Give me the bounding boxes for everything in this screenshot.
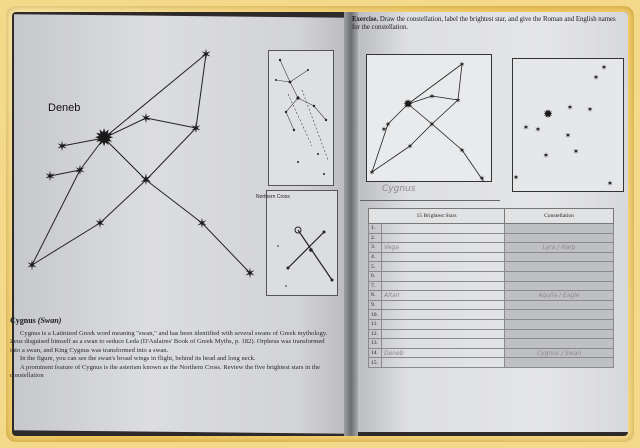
traced-constellation-box <box>366 54 492 182</box>
star-marker: ✶ <box>512 173 520 182</box>
table-row <box>369 262 614 272</box>
constellation-cell[interactable] <box>505 224 614 234</box>
constellation-cell[interactable] <box>505 329 614 339</box>
star-deneb-marker: ✹ <box>93 125 115 152</box>
row-number: 1. <box>369 224 382 234</box>
star-marker: ✶ <box>592 73 600 82</box>
row-number: 6. <box>369 271 382 281</box>
caption-subtitle: (Swan) <box>37 316 62 325</box>
table-row <box>369 224 614 234</box>
constellation-cell[interactable]: Aquila / Eagle <box>505 291 614 301</box>
row-number: 11. <box>369 319 382 329</box>
star-marker: ✶ <box>56 138 68 154</box>
row-number: 4. <box>369 252 382 262</box>
star-marker: ✶ <box>44 168 56 184</box>
star-name-cell[interactable] <box>382 358 505 368</box>
table-row <box>369 271 614 281</box>
row-number: 2. <box>369 233 382 243</box>
book-gutter <box>344 12 358 436</box>
exercise-instructions <box>352 16 622 33</box>
constellation-cell[interactable]: Lyra / Harp <box>505 243 614 253</box>
star-marker: ✶ <box>139 172 153 189</box>
table-row <box>369 319 614 329</box>
row-number: 10. <box>369 310 382 320</box>
column-header-constellation: Constellation <box>505 209 614 224</box>
star-name-cell[interactable]: Altair <box>382 291 505 301</box>
caption-paragraph-3: A prominent feature of Cygnus is the asterism known as the Northern Cross. Review the five brightest stars in the constellation <box>10 363 320 380</box>
star-marker: ✶ <box>190 120 202 136</box>
table-row <box>369 310 614 320</box>
table-row <box>369 243 614 253</box>
row-number: 7. <box>369 281 382 291</box>
star-marker: ✶ <box>196 215 208 231</box>
caption-body <box>10 330 328 380</box>
row-number: 14. <box>369 348 382 358</box>
star-name-cell[interactable] <box>382 281 505 291</box>
star-marker: ✶ <box>600 63 608 72</box>
table-row <box>369 348 614 358</box>
star-marker: ✶ <box>406 142 414 151</box>
sky-map-inset <box>268 50 334 186</box>
row-number: 12. <box>369 329 382 339</box>
table-row <box>369 300 614 310</box>
table-row <box>369 329 614 339</box>
star-marker: ✶ <box>566 103 574 112</box>
star-name-cell[interactable] <box>382 233 505 243</box>
star-name-cell[interactable]: Vega <box>382 243 505 253</box>
table-row <box>369 358 614 368</box>
star-marker: ✶ <box>564 131 572 140</box>
star-name-cell[interactable] <box>382 339 505 349</box>
row-number: 15. <box>369 358 382 368</box>
star-marker: ✶ <box>380 125 388 134</box>
star-name-cell[interactable] <box>382 319 505 329</box>
caption-title-text: Cygnus <box>10 316 36 325</box>
constellation-cell[interactable] <box>505 271 614 281</box>
star-deneb-marker: ✹ <box>402 97 414 111</box>
brightest-stars-table <box>368 208 614 368</box>
star-name-cell[interactable] <box>382 329 505 339</box>
star-marker: ✶ <box>606 179 614 188</box>
star-marker: ✶ <box>534 125 542 134</box>
star-name-cell[interactable] <box>382 262 505 272</box>
row-number: 9. <box>369 300 382 310</box>
table-row <box>369 233 614 243</box>
table-row <box>369 281 614 291</box>
star-marker: ✶ <box>368 168 376 177</box>
row-number: 5. <box>369 262 382 272</box>
constellation-cell[interactable] <box>505 233 614 243</box>
star-marker: ✶ <box>244 265 256 281</box>
star-marker: ✶ <box>478 174 486 182</box>
northern-cross-inset <box>266 190 338 296</box>
caption-title <box>10 316 61 325</box>
star-field-box <box>512 58 624 192</box>
constellation-cell[interactable] <box>505 310 614 320</box>
star-marker: ✶ <box>94 215 106 231</box>
constellation-cell[interactable]: Cygnus / Swan <box>505 348 614 358</box>
star-marker: ✶ <box>428 120 436 129</box>
star-marker: ✶ <box>384 120 392 129</box>
constellation-cell[interactable] <box>505 300 614 310</box>
deneb-label: Deneb <box>48 102 81 114</box>
star-name-cell[interactable] <box>382 300 505 310</box>
star-name-cell[interactable] <box>382 271 505 281</box>
row-number: 13. <box>369 339 382 349</box>
caption-paragraph-1: Cygnus is a Latinized Greek word meaning "swan," and has been identified with several swans of Greek mythology. Zeus disguised himself as a swan to seduce Leda (D'Aulaires' Book of Greek Myths, p. 182). Orpheus was transformed into a swan, and King Cygnus was transformed into a swan. <box>10 330 328 354</box>
star-marker: ✶ <box>454 96 462 105</box>
cygnus-main-diagram <box>14 40 274 290</box>
star-marker: ✶ <box>542 151 550 160</box>
constellation-name-answer: Cygnus <box>382 184 416 194</box>
star-marker: ✶ <box>522 123 530 132</box>
star-marker: ✹ <box>542 107 554 121</box>
exercise-text: Draw the constellation, label the brightest star, and give the Roman and English names for the constellation. <box>352 16 616 32</box>
star-marker: ✶ <box>26 257 38 273</box>
star-marker: ✶ <box>200 46 212 62</box>
row-number: 3. <box>369 243 382 253</box>
star-marker: ✶ <box>458 146 466 155</box>
star-name-cell[interactable] <box>382 224 505 234</box>
constellation-cell[interactable] <box>505 252 614 262</box>
constellation-name-line[interactable] <box>360 186 500 201</box>
star-name-cell[interactable] <box>382 310 505 320</box>
caption-paragraph-2: In the figure, you can see the swan's broad wings in flight, behind its head and long neck. <box>20 355 256 363</box>
constellation-cell[interactable] <box>505 339 614 349</box>
constellation-cell[interactable] <box>505 262 614 272</box>
northern-cross-label: Northern Cross <box>256 194 290 200</box>
row-number: 8. <box>369 291 382 301</box>
constellation-cell[interactable] <box>505 319 614 329</box>
star-marker: ✶ <box>572 147 580 156</box>
star-marker: ✶ <box>428 92 436 101</box>
star-marker: ✶ <box>586 105 594 114</box>
table-row <box>369 291 614 301</box>
star-marker: ✶ <box>458 60 466 69</box>
exercise-label: Exercise. <box>352 16 379 23</box>
star-marker: ✶ <box>74 162 86 178</box>
star-name-cell[interactable]: Deneb <box>382 348 505 358</box>
table-row <box>369 339 614 349</box>
constellation-cell[interactable] <box>505 281 614 291</box>
constellation-cell[interactable] <box>505 358 614 368</box>
star-marker: ✶ <box>140 110 152 126</box>
table-row <box>369 252 614 262</box>
column-header-stars: 15 Brightest Stars <box>369 209 505 224</box>
star-name-cell[interactable] <box>382 252 505 262</box>
